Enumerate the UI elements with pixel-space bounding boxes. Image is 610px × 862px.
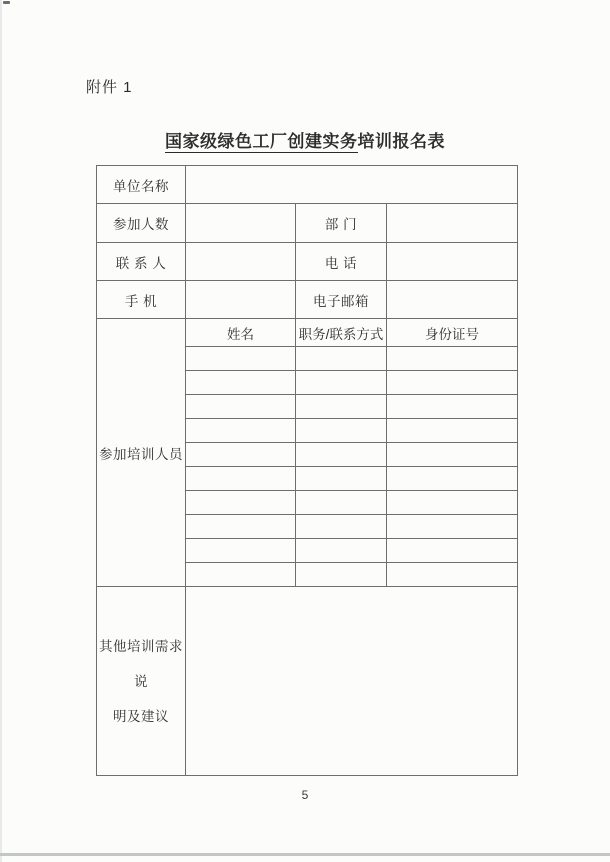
- trainees-section-label: 参加培训人员: [97, 319, 186, 587]
- mobile-row: [97, 281, 518, 319]
- trainee-column-position: 职务/联系方式: [296, 319, 387, 347]
- trainee-name-cell: [186, 491, 296, 515]
- trainee-position-cell: [296, 371, 387, 395]
- trainee-position-cell: [296, 395, 387, 419]
- trainee-name-cell: [186, 443, 296, 467]
- trainee-id-cell: [387, 539, 518, 563]
- trainee-name-cell: [186, 515, 296, 539]
- page-number: 5: [301, 788, 309, 802]
- registration-form-table: [96, 165, 518, 776]
- other-needs-row: [97, 587, 518, 776]
- trainee-position-cell: [296, 443, 387, 467]
- trainee-id-cell: [387, 371, 518, 395]
- trainee-name-cell: [186, 419, 296, 443]
- trainee-header-row: [97, 319, 518, 347]
- department-value-cell: [387, 204, 518, 243]
- trainee-id-cell: [387, 347, 518, 371]
- attachment-label: 附件 1: [86, 79, 133, 96]
- trainee-column-name: 姓名: [186, 319, 296, 347]
- phone-label: 电 话: [296, 243, 387, 281]
- email-value-cell: [387, 281, 518, 319]
- contact-person-value-cell: [186, 243, 296, 281]
- contact-person-row: [97, 243, 518, 281]
- trainee-position-cell: [296, 539, 387, 563]
- other-needs-label: [97, 587, 186, 776]
- mobile-label: 手 机: [97, 281, 186, 319]
- page-title-underlined-part: 国家级绿色工厂创建实务: [165, 132, 358, 151]
- participant-count-label: 参加人数: [97, 204, 186, 243]
- trainee-name-cell: [186, 371, 296, 395]
- other-needs-label-line1: 其他培训需求说: [99, 638, 183, 689]
- scan-artifact-speck: [3, 1, 10, 4]
- trainee-name-cell: [186, 563, 296, 587]
- trainee-id-cell: [387, 419, 518, 443]
- trainee-position-cell: [296, 419, 387, 443]
- contact-person-label: 联 系 人: [97, 243, 186, 281]
- trainee-position-cell: [296, 467, 387, 491]
- unit-name-row: [97, 166, 518, 204]
- other-needs-value-cell: [186, 587, 518, 776]
- page-title-rest-part: 培训报名表: [357, 132, 445, 151]
- trainee-position-cell: [296, 515, 387, 539]
- email-label: 电子邮箱: [296, 281, 387, 319]
- unit-name-label: 单位名称: [97, 166, 186, 204]
- trainee-position-cell: [296, 491, 387, 515]
- trainee-name-cell: [186, 539, 296, 563]
- page-title: [0, 127, 610, 152]
- participant-count-value-cell: [186, 204, 296, 243]
- trainee-id-cell: [387, 491, 518, 515]
- mobile-value-cell: [186, 281, 296, 319]
- participant-count-row: [97, 204, 518, 243]
- trainee-id-cell: [387, 515, 518, 539]
- trainee-column-id: 身份证号: [387, 319, 518, 347]
- trainee-id-cell: [387, 563, 518, 587]
- department-label: 部 门: [296, 204, 387, 243]
- trainee-id-cell: [387, 443, 518, 467]
- phone-value-cell: [387, 243, 518, 281]
- other-needs-label-line2: 明及建议: [113, 708, 169, 724]
- trainee-name-cell: [186, 395, 296, 419]
- trainee-name-cell: [186, 467, 296, 491]
- trainee-position-cell: [296, 347, 387, 371]
- trainee-position-cell: [296, 563, 387, 587]
- trainee-name-cell: [186, 347, 296, 371]
- unit-name-value-cell: [186, 166, 518, 204]
- scan-edge-bottom: [0, 853, 610, 856]
- trainee-id-cell: [387, 395, 518, 419]
- trainee-id-cell: [387, 467, 518, 491]
